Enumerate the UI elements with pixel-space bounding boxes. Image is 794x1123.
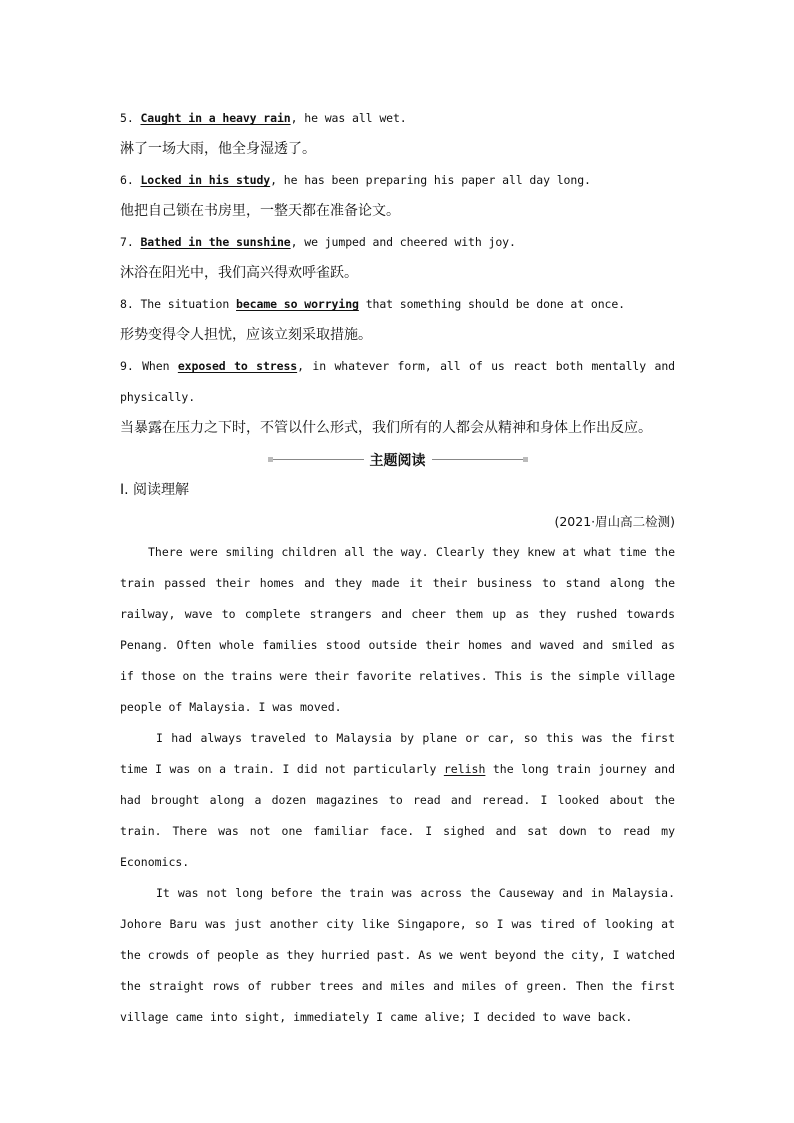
paragraph-text: It was not long before the train was across the Causeway and in Malaysia. Johore Baru was just another city like Singapore, so I was tired of looking at the crowds of people as they hurried past. As we went beyond the city, I watched the straight rows of rubber trees and miles and miles of green. Then the first village came into sight, immediately I came alive; I decided to wave back. bbox=[120, 886, 675, 1024]
example-translation-9: 当暴露在压力之下时，不管以什么形式，我们所有的人都会从精神和身体上作出反应。 bbox=[120, 420, 652, 436]
example-number: 8. bbox=[120, 297, 134, 311]
sentence-rest: that something should be done at once. bbox=[365, 297, 625, 311]
sentence-pre: The situation bbox=[140, 297, 230, 311]
example-translation-8: 形势变得令人担忧，应该立刻采取措施。 bbox=[120, 327, 372, 343]
example-sentence-6 bbox=[120, 165, 675, 196]
example-sentence-8 bbox=[120, 289, 675, 320]
sentence-pre: When bbox=[142, 359, 170, 373]
example-sentence-7 bbox=[120, 227, 675, 258]
part-label: Ⅰ. 阅读理解 bbox=[120, 482, 190, 498]
highlighted-phrase: Locked in his study bbox=[140, 173, 271, 187]
example-sentence-9 bbox=[120, 351, 675, 413]
sentence-rest: , we jumped and cheered with joy. bbox=[290, 235, 516, 249]
sentence-rest: , in whatever form, all of us react both mentally and physically. bbox=[120, 359, 675, 404]
passage-paragraph-1 bbox=[120, 537, 675, 723]
highlighted-phrase: became so worrying bbox=[236, 297, 359, 311]
page-content bbox=[120, 103, 675, 1033]
paragraph-text: I had always traveled to Malaysia by plane or car, so this was the first time I was on a train. I did not particularly bbox=[120, 731, 675, 776]
highlighted-phrase: Caught in a heavy rain bbox=[140, 111, 291, 125]
paragraph-text: There were smiling children all the way. Clearly they knew at what time the train passed their homes and they made it their business to stand along the railway, wave to complete strangers and cheer them up as they rushed towards Penang. Often whole families stood outside their homes and waved and smiled as if those on the trains were their favorite relatives. This is the simple village people of Malaysia. I was moved. bbox=[120, 545, 675, 714]
section-title-text: 主题阅读 bbox=[369, 452, 426, 469]
decorative-rule-right bbox=[432, 459, 524, 460]
example-sentence-5 bbox=[120, 103, 675, 134]
example-translation-5: 淋了一场大雨，他全身湿透了。 bbox=[120, 141, 316, 157]
passage-paragraph-2 bbox=[120, 723, 675, 878]
sentence-rest: , he was all wet. bbox=[290, 111, 407, 125]
highlighted-phrase: exposed to stress bbox=[177, 359, 298, 373]
sentence-rest: , he has been preparing his paper all day long. bbox=[270, 173, 591, 187]
example-translation-7: 沐浴在阳光中，我们高兴得欢呼雀跃。 bbox=[120, 265, 358, 281]
section-title bbox=[120, 444, 675, 475]
example-number: 5. bbox=[120, 111, 134, 125]
paragraph-text: the long train journey and had brought along a dozen magazines to read and reread. I looked about the train. There was not one familiar face. I sighed and sat down to read my Economics. bbox=[120, 762, 676, 869]
passage-paragraph-3 bbox=[120, 878, 675, 1033]
example-translation-6: 他把自己锁在书房里，一整天都在准备论文。 bbox=[120, 203, 400, 219]
highlighted-phrase: Bathed in the sunshine bbox=[140, 235, 291, 249]
example-number: 6. bbox=[120, 173, 134, 187]
example-number: 9. bbox=[120, 359, 134, 373]
underlined-word: relish bbox=[443, 762, 486, 776]
example-number: 7. bbox=[120, 235, 134, 249]
passage-source: (2021·眉山高二检测) bbox=[554, 514, 675, 529]
decorative-rule-left bbox=[272, 459, 364, 460]
